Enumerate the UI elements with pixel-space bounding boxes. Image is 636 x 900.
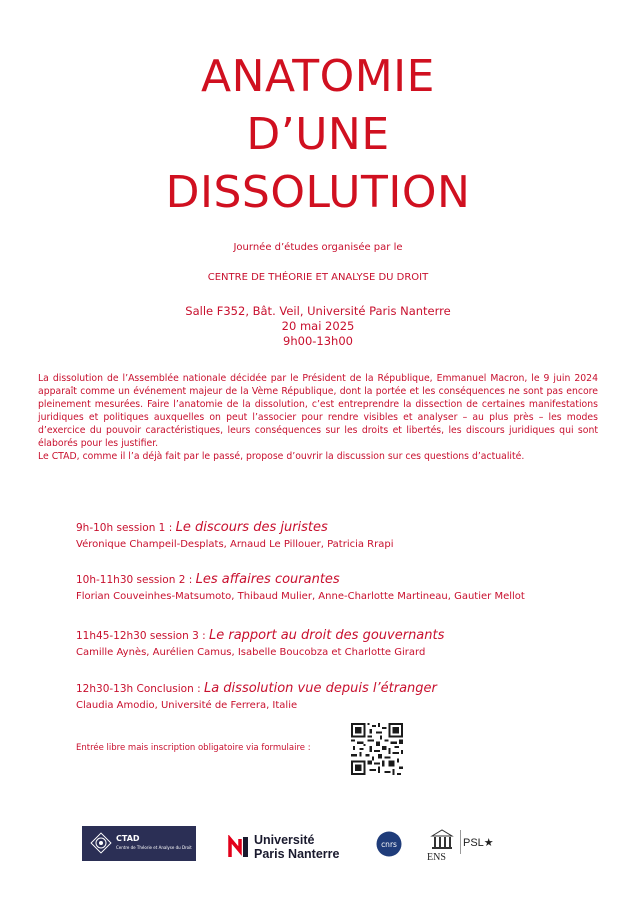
intro-paragraph-1: La dissolution de l’Assemblée nationale décidée par le Président de la République, Emmanuel Macron, le 9 juin 2024 apparaît comme un événement majeur de la Vème République, dont la portée et les conséquences ne sont pas encore pleinement mesurées. Faire l’anatomie de la dissolution, c’est entreprendre la dissection de certaines manifestations juridiques et politiques auxquelles on peut l’associer pour rendre visibles et analyser – au plus près – les modes d’exercice du pouvoir caractéristiques, leurs conséquences sur les droits et libertés, les discours juridiques qui sont élaborés pour les justifier.: [38, 373, 598, 449]
session-speakers: Florian Couveinhes-Matsumoto, Thibaud Mulier, Anne-Charlotte Martineau, Gautier Mellot: [76, 591, 525, 602]
venue-time: 9h00-13h00: [283, 334, 353, 348]
ens-building-icon: [430, 828, 454, 850]
upn-emblem-icon: [228, 835, 250, 859]
session-time: 9h-10h session 1 :: [76, 522, 173, 534]
ctad-fullname: Centre de Théorie et Analyse du Droit: [116, 845, 192, 850]
session-speakers: Claudia Amodio, Université de Ferrera, Italie: [76, 700, 298, 711]
psl-logo: PSL★: [463, 837, 494, 849]
venue-date: 20 mai 2025: [281, 319, 355, 333]
logo-divider: [460, 830, 461, 854]
session-theme: Les affaires courantes: [195, 572, 340, 587]
session-time: 12h30-13h Conclusion :: [76, 683, 201, 695]
cnrs-text: cnrs: [381, 840, 397, 849]
session-time: 10h-11h30 session 2 :: [76, 574, 193, 586]
registration-note: Entrée libre mais inscription obligatoire via formulaire :: [76, 743, 311, 753]
cnrs-logo: [376, 831, 402, 857]
session-speakers: Camille Aynès, Aurélien Camus, Isabelle Boucobza et Charlotte Girard: [76, 647, 426, 658]
session-2: [76, 572, 616, 602]
title-line-3: DISSOLUTION: [165, 167, 471, 218]
ctad-name: CTAD: [116, 834, 140, 843]
upn-text: [254, 833, 339, 861]
session-theme: La dissolution vue depuis l’étranger: [203, 681, 437, 696]
universite-paris-nanterre-logo: [228, 831, 368, 865]
upn-line-2: Paris Nanterre: [254, 847, 340, 861]
session-1: [76, 520, 616, 550]
session-4: [76, 681, 616, 711]
session-time: 11h45-12h30 session 3 :: [76, 630, 206, 642]
ens-text: ENS: [427, 852, 446, 863]
title-line-2: D’UNE: [246, 109, 390, 160]
venue-block: [0, 304, 636, 349]
session-theme: Le rapport au droit des gouvernants: [208, 628, 445, 643]
session-3: [76, 628, 616, 658]
organizer: CENTRE DE THÉORIE ET ANALYSE DU DROIT: [207, 272, 429, 283]
session-theme: Le discours des juristes: [175, 520, 328, 535]
intro-text: [38, 372, 598, 463]
intro-paragraph-2: Le CTAD, comme il l’a déjà fait par le passé, propose d’ouvrir la discussion sur ces questions d’actualité.: [38, 451, 525, 462]
page-title: [0, 48, 636, 222]
ctad-logo: [82, 826, 196, 861]
ens-logo: [427, 828, 459, 868]
upn-line-1: Université: [254, 833, 315, 847]
session-speakers: Véronique Champeil-Desplats, Arnaud Le Pillouer, Patricia Rrapi: [76, 539, 394, 550]
subtitle: Journée d’études organisée par le: [233, 242, 403, 253]
ctad-emblem-icon: [90, 832, 112, 854]
title-line-1: ANATOMIE: [201, 51, 435, 102]
venue-place: Salle F352, Bât. Veil, Université Paris Nanterre: [185, 304, 451, 318]
qr-code[interactable]: [351, 723, 403, 775]
